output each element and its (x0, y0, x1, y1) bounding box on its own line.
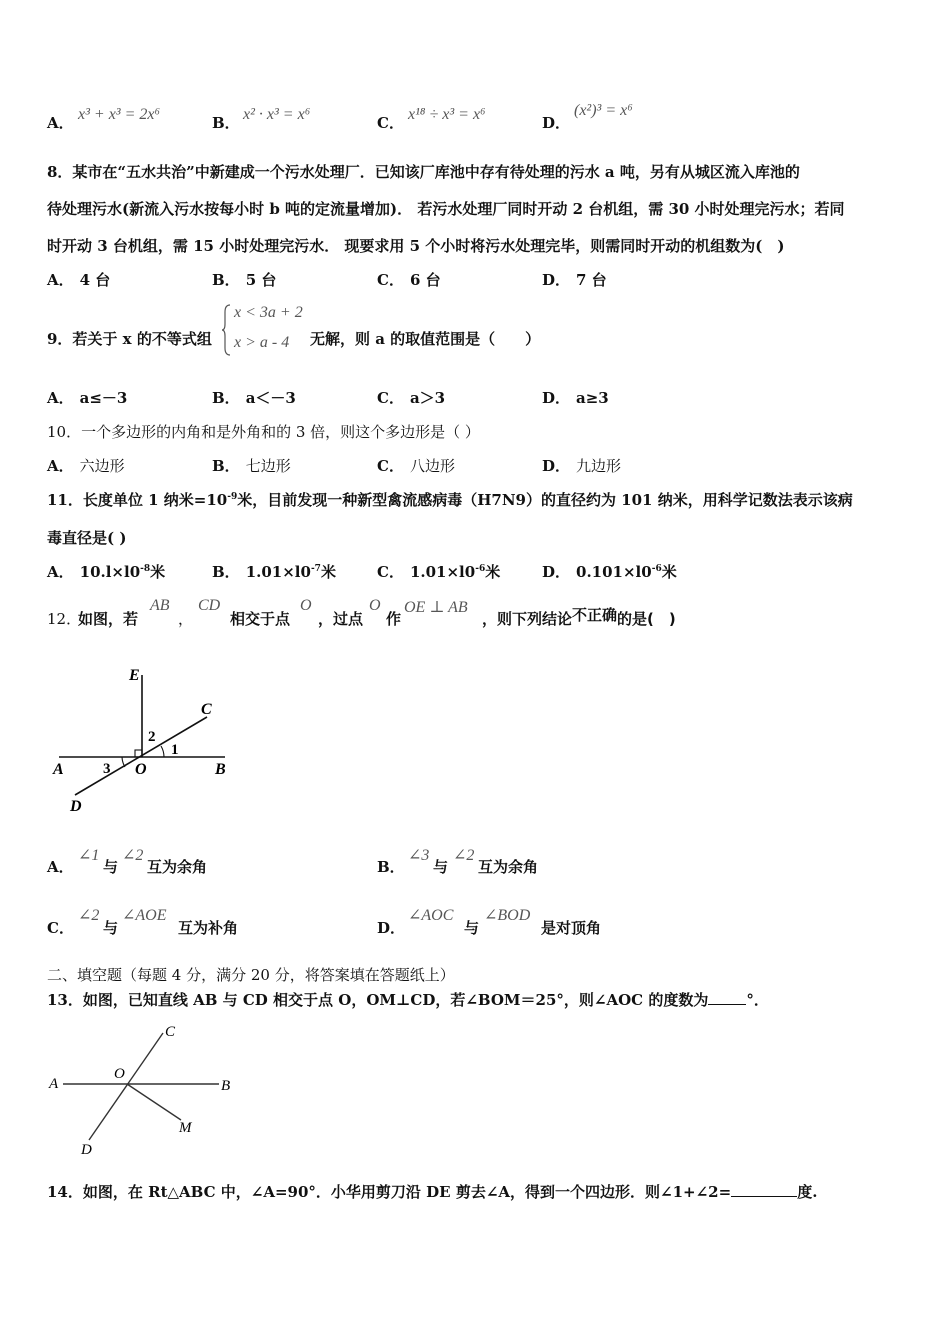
q12-option-c-end: 互为补角 (178, 919, 239, 937)
option-text: a＜－3 (245, 389, 296, 407)
exponent: -8 (140, 564, 151, 574)
q8-option-b (212, 270, 276, 290)
q7-option-c (377, 113, 410, 133)
option-label: B． (212, 271, 240, 289)
answer-blank[interactable] (708, 1004, 746, 1005)
q12-text-3: ，过点 (318, 610, 364, 628)
q12-option-b-end: 互为余角 (478, 858, 539, 876)
option-base: 1.01×l0 (409, 563, 476, 581)
option-label: D． (542, 271, 571, 289)
q9-prefix: 9．若关于 x 的不等式组 (47, 330, 212, 348)
q12-emphasis: 不正确 (572, 606, 618, 624)
q9-option-b (212, 388, 296, 408)
label-c: C (165, 1024, 176, 1040)
q12-figure (45, 660, 245, 820)
q8-option-d (542, 270, 607, 290)
exponent: -7 (310, 564, 321, 574)
q8-line-2: 待处理污水(新流入污水按每小时 b 吨的定流量增加)． 若污水处理厂同时开动 2 台机组，需 30 小时处理完污水；若同 (47, 200, 845, 218)
q12-option-a-mid: 与 (103, 858, 119, 876)
q8-option-a (47, 270, 110, 290)
q12-option-a-end: 互为余角 (147, 858, 208, 876)
option-text: a≥3 (576, 389, 609, 407)
q14-stem (47, 1182, 817, 1202)
option-label: B． (212, 389, 240, 407)
q12-text-5b: 的是( ) (617, 610, 676, 628)
q12-text-5a: ，则下列结论 (482, 610, 573, 628)
q12-option-a-m2: ∠2 (122, 847, 144, 864)
angle-1-arc (161, 746, 164, 757)
option-text: 5 台 (245, 271, 277, 289)
option-unit: 米 (320, 563, 336, 581)
option-label: D． (542, 389, 571, 407)
option-base: 1.01×l0 (245, 563, 311, 581)
q9-option-a (47, 388, 127, 408)
q12-math-ab: AB (150, 597, 170, 614)
label-angle-1: 1 (171, 742, 179, 758)
option-label: C． (377, 114, 404, 132)
q12-text-4: 作 (386, 610, 402, 628)
label-angle-2: 2 (148, 729, 156, 745)
option-label: A． (47, 389, 74, 407)
label-d: D (81, 1142, 92, 1158)
option-text: 6 台 (409, 271, 441, 289)
label-o: O (135, 761, 147, 778)
q12-number: 12． (47, 610, 82, 628)
q12-option-d-end: 是对顶角 (541, 919, 602, 937)
option-label: D． (377, 919, 406, 937)
q7-option-b (212, 113, 246, 133)
exponent: -6 (475, 564, 486, 574)
option-text: a＞3 (409, 389, 446, 407)
q12-option-b-mid: 与 (433, 858, 449, 876)
line-cd (89, 1033, 163, 1140)
q12-text-5 (482, 606, 676, 629)
option-text: 7 台 (576, 271, 607, 289)
option-label: D． (542, 457, 571, 475)
option-label: B． (212, 457, 240, 475)
label-a: A (49, 1076, 59, 1092)
q10-option-d (542, 456, 621, 476)
label-b: B (215, 761, 226, 778)
option-label: A． (47, 271, 74, 289)
q7-option-d-math: (x²)³ = x⁶ (574, 102, 633, 119)
q11-option-d (542, 562, 677, 582)
q12-option-c-mid: 与 (103, 919, 119, 937)
option-label: C． (377, 389, 404, 407)
q12-option-d-m1: ∠AOC (408, 907, 454, 924)
label-m: M (179, 1120, 192, 1136)
label-c: C (201, 701, 212, 718)
q9-suffix: 无解，则 a 的取值范围是（ ） (310, 330, 541, 348)
q13-stem-end: °． (746, 991, 769, 1009)
q11-line-1a: 11．长度单位 1 纳米=10 (47, 491, 228, 509)
option-label: B． (377, 858, 405, 876)
q12-text-1: 如图，若 (78, 610, 139, 628)
label-e: E (129, 667, 140, 684)
q10-option-b (212, 456, 291, 476)
exponent: -9 (227, 492, 238, 502)
q12-option-c-m1: ∠2 (78, 907, 100, 924)
label-b: B (221, 1078, 231, 1094)
option-label: C． (377, 271, 404, 289)
option-base: 0.101×l0 (576, 563, 652, 581)
q11-line-2: 毒直径是( ) (47, 529, 127, 547)
exponent: -6 (651, 564, 662, 574)
section-heading: 二、填空题（每题 4 分，满分 20 分，将答案填在答题纸上） (47, 966, 455, 984)
option-unit: 米 (150, 563, 166, 581)
q12-math-cd: CD (198, 597, 221, 614)
option-unit: 米 (661, 563, 677, 581)
option-text: 八边形 (409, 457, 455, 475)
q11-option-a (47, 562, 165, 582)
option-label: D． (542, 114, 571, 132)
label-angle-3: 3 (103, 761, 111, 777)
q10-option-a (47, 456, 125, 476)
q12-math-oe-perp-ab: OE ⊥ AB (404, 599, 468, 616)
q14-stem-end: 度. (797, 1183, 818, 1201)
label-d: D (70, 798, 82, 815)
q12-option-d-mid: 与 (464, 919, 480, 937)
option-text: 4 台 (79, 271, 111, 289)
label-a: A (53, 761, 64, 778)
q9-inequality-1: x < 3a + 2 (234, 304, 303, 321)
option-label: A． (47, 563, 74, 581)
option-text: a≤－3 (79, 389, 128, 407)
q12-math-o1: O (300, 597, 312, 614)
q7-option-d (542, 113, 576, 133)
q13-figure (45, 1020, 245, 1160)
q7-option-a (47, 113, 80, 133)
answer-blank[interactable] (731, 1196, 797, 1197)
q7-option-b-math: x² · x³ = x⁶ (243, 106, 311, 123)
q9-inequality-2: x > a - 4 (234, 334, 290, 351)
q8-line-3: 时开动 3 台机组，需 15 小时处理完污水． 现要求用 5 个小时将污水处理完毕，则需同时开动的机组数为( ) (47, 237, 785, 255)
q11-option-b (212, 562, 336, 582)
option-label: D． (542, 563, 571, 581)
q13-stem-text: 13．如图，已知直线 AB 与 CD 相交于点 O，OM⊥CD，若∠BOM＝25°，则∠AOC 的度数为 (47, 991, 709, 1009)
q8-option-c (377, 270, 441, 290)
q12-math-o2: O (369, 597, 381, 614)
brace-icon (222, 304, 232, 356)
q7-option-a-math: x³ + x³ = 2x⁶ (78, 106, 161, 123)
line-cd (75, 717, 207, 795)
q13-stem (47, 990, 769, 1010)
q8-line-1: 8．某市在“五水共治”中新建成一个污水处理厂．已知该厂库池中存有待处理的污水 a 吨，另有从城区流入库池的 (47, 163, 800, 181)
option-label: C． (377, 457, 404, 475)
q12-option-d-label (377, 918, 411, 938)
q12-option-c-label (47, 918, 80, 938)
option-text: 六边形 (79, 457, 125, 475)
q14-stem-text: 14．如图，在 Rt△ABC 中，∠A=90°．小华用剪刀沿 DE 剪去∠A，得到一个四边形．则∠1+∠2= (47, 1183, 732, 1201)
q12-text-2: 相交于点 (230, 610, 291, 628)
option-label: B． (212, 114, 240, 132)
option-unit: 米 (485, 563, 501, 581)
q11-line-1 (47, 490, 853, 510)
option-label: C． (377, 563, 404, 581)
q12-option-b-label (377, 857, 411, 877)
option-text: 九边形 (576, 457, 622, 475)
q12-option-b-m2: ∠2 (453, 847, 475, 864)
option-label: A． (47, 858, 74, 876)
label-o: O (114, 1066, 125, 1082)
option-text: 七边形 (245, 457, 291, 475)
q12-option-c-m2: ∠AOE (122, 907, 167, 924)
q9-option-c (377, 388, 445, 408)
q7-option-c-math: x¹⁸ ÷ x³ = x⁶ (408, 106, 486, 123)
q12-option-a-label (47, 857, 80, 877)
q11-line-1b: 米，目前发现一种新型禽流感病毒（H7N9）的直径约为 101 纳米，用科学记数法表示该病 (237, 491, 853, 509)
q10-stem: 10．一个多边形的内角和是外角和的 3 倍，则这个多边形是（ ） (47, 423, 480, 441)
q9-option-d (542, 388, 609, 408)
option-label: A． (47, 114, 74, 132)
option-base: 10.l×l0 (79, 563, 141, 581)
q12-option-a-m1: ∠1 (78, 847, 100, 864)
option-label: C． (47, 919, 74, 937)
q12-option-b-m1: ∠3 (408, 847, 430, 864)
q12-option-d-m2: ∠BOD (484, 907, 531, 924)
q11-option-c (377, 562, 500, 582)
q10-option-c (377, 456, 455, 476)
ray-om (127, 1084, 181, 1120)
q12-comma: ， (178, 610, 194, 628)
option-label: A． (47, 457, 74, 475)
option-label: B． (212, 563, 240, 581)
